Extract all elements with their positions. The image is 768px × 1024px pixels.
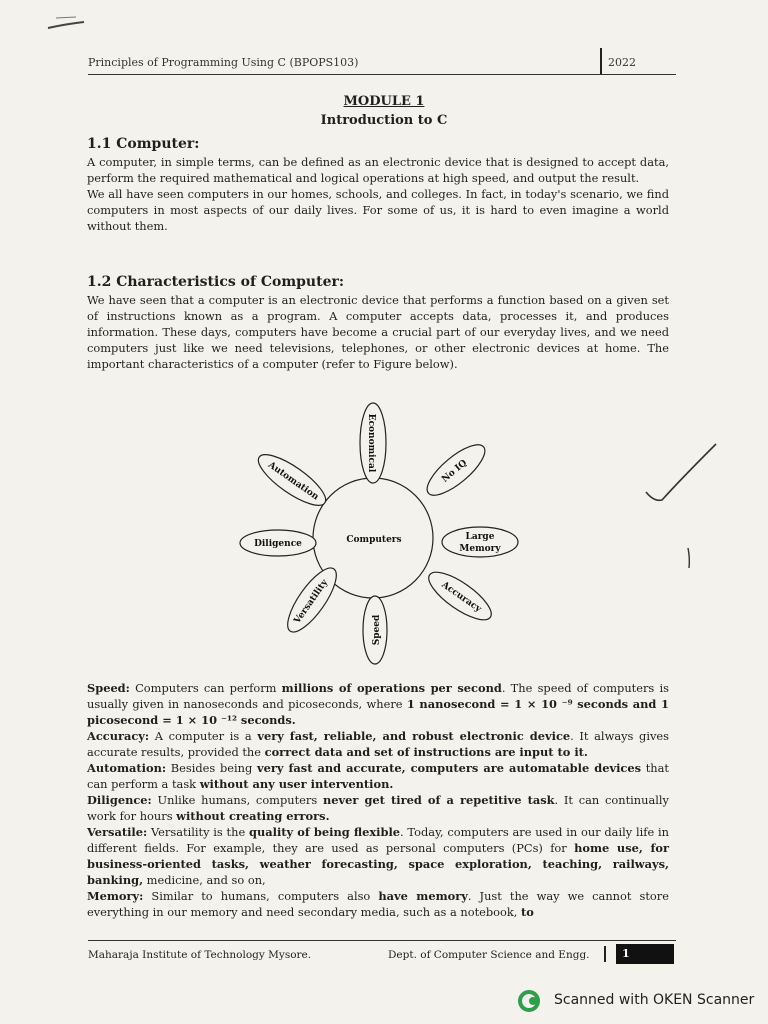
emphasis: very fast and accurate, computers are automatable devices [256,761,641,775]
definition-accuracy [87,728,669,760]
module-subtitle: Introduction to C [320,113,448,128]
characteristics-definitions [87,680,669,920]
label-large: Large [465,532,495,542]
node-accuracy [422,564,498,628]
section-heading-characteristics: 1.2 Characteristics of Computer: [87,274,345,290]
term: Diligence: [87,793,152,807]
emphasis: home use, for business-oriented tasks, weather forecasting, space exploration, teaching, railways, banking, [87,841,670,887]
diagram-center-label: Computers [346,535,402,545]
section-heading-computer: 1.1 Computer: [87,136,200,152]
characteristics-diagram [230,398,530,668]
paragraph: We all have seen computers in our homes, schools, and colleges. In fact, in today's scenario, we find computers in most aspects of our daily lives. For some of us, it is hard to even imagine a world without them. [87,187,669,233]
text: . It can continually work for hours [87,793,669,823]
text: Besides being [166,761,257,775]
scanner-logo-icon [518,990,540,1012]
footer-divider [604,946,606,962]
scanner-text: Scanned with OKEN Scanner [554,992,755,1008]
pen-tick-mark [640,440,720,510]
header-rule [88,74,676,75]
emphasis: quality of being flexible [249,825,401,839]
emphasis: to [521,905,534,919]
label-automation: Automation [266,460,321,503]
text: A computer is a [149,729,258,743]
text: . The speed of computers is usually given in nanoseconds and picoseconds, where [87,681,669,711]
node-diligence [240,530,316,556]
definition-speed [87,680,669,728]
footer-rule [88,940,676,941]
emphasis: millions of operations per second [281,681,502,695]
page-footer [88,946,676,968]
header-divider [600,48,602,74]
term: Versatile: [87,825,148,839]
node-no-iq [420,437,492,503]
definition-memory [87,888,669,920]
term: Automation: [87,761,167,775]
page-number: 1 [622,947,630,960]
page-number-badge [616,944,674,964]
term: Memory: [87,889,144,903]
text: . Just the way we cannot store everything in our memory and need secondary media, such as a notebook, [87,889,669,919]
node-speed [363,596,387,664]
emphasis: 1 nanosecond = 1 × 10 ⁻⁹ seconds and 1 picosecond = 1 × 10 ⁻¹² seconds. [87,697,669,727]
node-large-memory [442,527,518,557]
definition-diligence [87,792,669,824]
emphasis: have memory [378,889,468,903]
text: Similar to humans, computers also [143,889,379,903]
label-memory: Memory [459,544,501,554]
label-economical: Economical [366,413,376,473]
emphasis: without any user intervention. [199,777,394,791]
text: that can perform a task [87,761,669,791]
header-course-title: Principles of Programming Using C (BPOPS103) [88,56,359,69]
paragraph: We have seen that a computer is an electronic device that performs a function based on a given set of instructions known as a program. A computer accepts data, processes it, and produces information. These days, computers have become a crucial part of our everyday lives, and we need computers just like we need televisions, telephones, or other electronic devices at home. The important characteristics of a computer (refer to Figure below). [87,293,669,371]
text: Computers can perform [129,681,282,695]
term: Accuracy: [87,729,150,743]
module-title: MODULE 1 [343,94,425,109]
header-year: 2022 [608,56,636,69]
label-accuracy: Accuracy [439,580,483,615]
page-header [88,54,676,76]
text: medicine, and so on, [143,873,266,887]
footer-institute: Maharaja Institute of Technology Mysore. [88,949,312,961]
label-speed: Speed [372,614,382,646]
emphasis: correct data and set of instructions are input to it. [264,745,588,759]
text: . It always gives accurate results, provided the [87,729,669,759]
label-versatility: Versatility [292,577,331,626]
node-economical [360,403,386,483]
text: . Today, computers are used in our daily life in different fields. For example, they are used as personal computers (PCs) for [87,825,669,855]
node-versatility [280,561,345,638]
paragraph: A computer, in simple terms, can be defined as an electronic device that is designed to accept data, perform the required mathematical and logical operations at high speed, and output the result. [87,155,669,185]
emphasis: never get tired of a repetitive task [322,793,555,807]
text: Versatility is the [147,825,249,839]
footer-department: Dept. of Computer Science and Engg. [388,949,590,961]
section-characteristics-body [87,292,669,372]
emphasis: very fast, reliable, and robust electronic device [257,729,571,743]
section-computer-body [87,154,669,234]
node-automation [252,446,332,513]
text: Unlike humans, computers [151,793,323,807]
term: Speed: [87,681,130,695]
pen-stroke-mark [684,546,694,570]
label-diligence: Diligence [254,539,302,549]
definition-versatile [87,824,669,888]
definition-automation [87,760,669,792]
label-no-iq: No IQ [440,458,470,485]
pen-mark [46,14,86,34]
emphasis: without creating errors. [176,809,330,823]
